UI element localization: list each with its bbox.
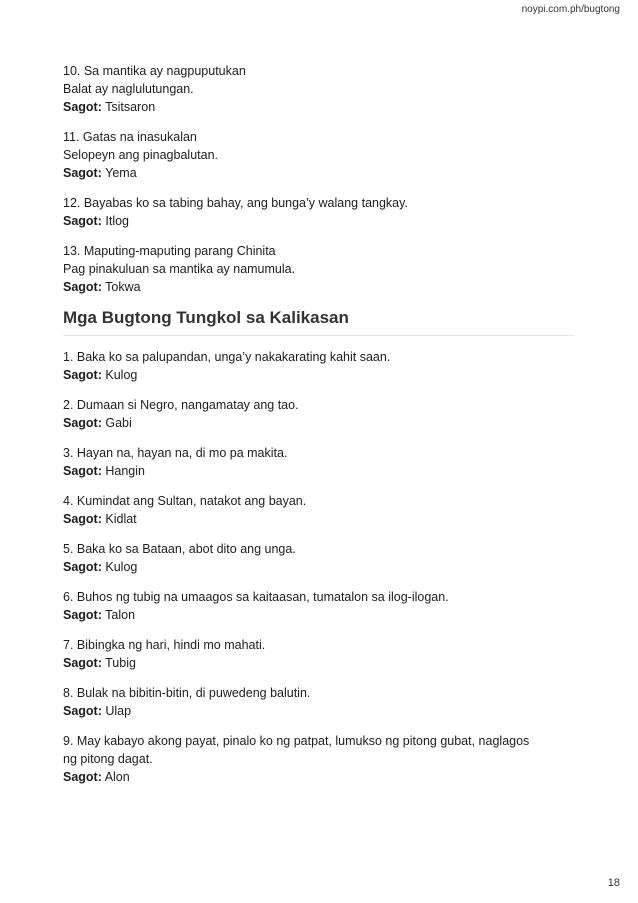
answer-label: Sagot: <box>63 512 102 526</box>
answer-text: Gabi <box>105 416 132 430</box>
answer-text: Ulap <box>105 704 132 718</box>
riddle-item <box>63 732 575 786</box>
riddle-item <box>63 242 575 296</box>
riddle-line: 9. May kabayo akong payat, pinalo ko ng patpat, lumukso ng pitong gubat, naglagos <box>63 734 530 748</box>
riddle-line: 10. Sa mantika ay nagpuputukan <box>63 64 246 78</box>
answer-text: Tsitsaron <box>105 100 156 114</box>
riddle-answer <box>63 558 575 576</box>
riddle-answer <box>63 510 575 528</box>
answer-label: Sagot: <box>63 560 102 574</box>
answer-label: Sagot: <box>63 704 102 718</box>
riddle-line: 6. Buhos ng tubig na umaagos sa kaitaasan, tumatalon sa ilog-ilogan. <box>63 590 449 604</box>
answer-label: Sagot: <box>63 464 102 478</box>
riddle-line: 13. Maputing-maputing parang Chinita <box>63 244 276 258</box>
answer-label: Sagot: <box>63 368 102 382</box>
document-content <box>63 62 575 798</box>
riddle-answer <box>63 366 575 384</box>
answer-label: Sagot: <box>63 214 102 228</box>
riddle-line: 3. Hayan na, hayan na, di mo pa makita. <box>63 446 288 460</box>
riddle-answer <box>63 414 575 432</box>
section-heading: Mga Bugtong Tungkol sa Kalikasan <box>63 308 575 336</box>
answer-text: Tubig <box>105 656 136 670</box>
riddle-item <box>63 128 575 182</box>
answer-label: Sagot: <box>63 416 102 430</box>
answer-label: Sagot: <box>63 166 102 180</box>
riddle-item <box>63 62 575 116</box>
riddle-line: Selopeyn ang pinagbalutan. <box>63 148 218 162</box>
riddle-line: ng pitong dagat. <box>63 752 153 766</box>
answer-text: Kidlat <box>105 512 137 526</box>
riddle-line: 5. Baka ko sa Bataan, abot dito ang unga. <box>63 542 296 556</box>
riddle-answer <box>63 278 575 296</box>
riddle-answer <box>63 768 575 786</box>
page-number: 18 <box>607 877 620 889</box>
answer-label: Sagot: <box>63 608 102 622</box>
answer-text: Talon <box>105 608 136 622</box>
answer-text: Tokwa <box>105 280 141 294</box>
riddle-item <box>63 348 575 384</box>
answer-text: Kulog <box>105 368 138 382</box>
riddle-answer <box>63 654 575 672</box>
answer-text: Alon <box>104 770 130 784</box>
answer-text: Kulog <box>105 560 138 574</box>
page-header-url: noypi.com.ph/bugtong <box>521 4 620 15</box>
riddle-item <box>63 194 575 230</box>
riddle-line: 4. Kumindat ang Sultan, natakot ang bayan. <box>63 494 307 508</box>
riddle-item <box>63 588 575 624</box>
riddle-line: 11. Gatas na inasukalan <box>63 130 197 144</box>
answer-text: Itlog <box>105 214 130 228</box>
section-riddle-list <box>63 348 575 786</box>
riddle-line: 2. Dumaan si Negro, nangamatay ang tao. <box>63 398 299 412</box>
riddle-item <box>63 396 575 432</box>
answer-label: Sagot: <box>63 770 102 784</box>
riddle-line: Pag pinakuluan sa mantika ay namumula. <box>63 262 296 276</box>
answer-label: Sagot: <box>63 280 102 294</box>
riddle-answer <box>63 606 575 624</box>
riddle-answer <box>63 164 575 182</box>
riddle-answer <box>63 702 575 720</box>
riddle-answer <box>63 98 575 116</box>
answer-text: Hangin <box>105 464 145 478</box>
riddle-item <box>63 540 575 576</box>
riddle-line: 8. Bulak na bibitin-bitin, di puwedeng balutin. <box>63 686 311 700</box>
riddle-line: 1. Baka ko sa palupandan, unga’y nakakarating kahit saan. <box>63 350 391 364</box>
riddle-answer <box>63 212 575 230</box>
answer-label: Sagot: <box>63 656 102 670</box>
riddle-line: 7. Bibingka ng hari, hindi mo mahati. <box>63 638 266 652</box>
riddle-item <box>63 492 575 528</box>
answer-label: Sagot: <box>63 100 102 114</box>
riddle-item <box>63 684 575 720</box>
answer-text: Yema <box>105 166 137 180</box>
riddle-line: Balat ay naglulutungan. <box>63 82 194 96</box>
riddle-line: 12. Bayabas ko sa tabing bahay, ang bunga’y walang tangkay. <box>63 196 408 210</box>
riddle-item <box>63 444 575 480</box>
riddle-item <box>63 636 575 672</box>
riddle-answer <box>63 462 575 480</box>
